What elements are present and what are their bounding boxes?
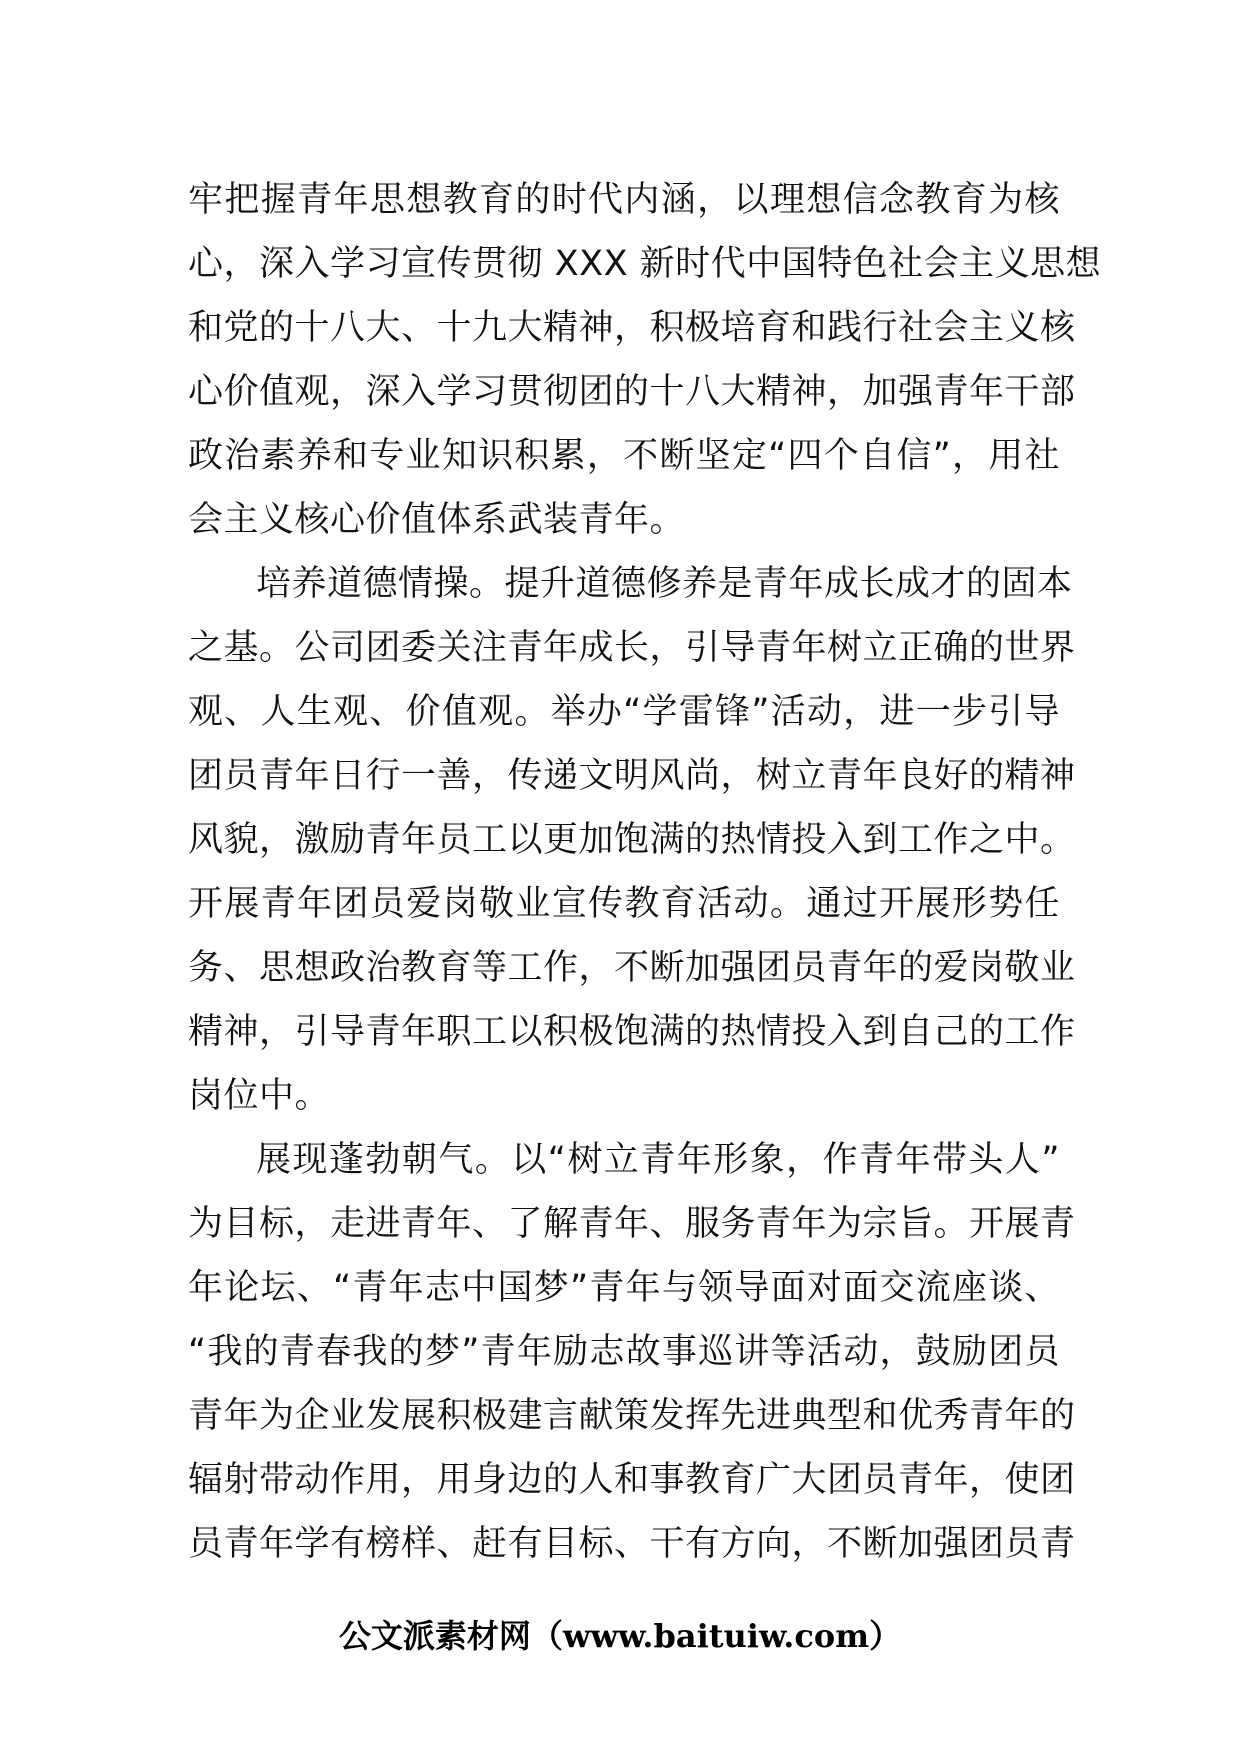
text-line: 风貌，激励青年员工以更加饱满的热情投入到工作之中。 — [188, 820, 1076, 860]
text-line: 和党的十八大、十九大精神，积极培育和践行社会主义核 — [188, 308, 1076, 348]
text-line: 心价值观，深入学习贯彻团的十八大精神，加强青年干部 — [188, 372, 1076, 412]
footer-watermark: 公文派素材网（www.baituiw.com） — [338, 1617, 902, 1655]
document-body — [188, 168, 1102, 1576]
text-line: 会主义核心价值体系武装青年。 — [188, 500, 686, 540]
text-line: 为目标，走进青年、了解青年、服务青年为宗旨。开展青 — [188, 1204, 1076, 1244]
text-line: 务、思想政治教育等工作，不断加强团员青年的爱岗敬业 — [188, 948, 1076, 988]
text-line: 年论坛、“青年志中国梦”青年与领导面对面交流座谈、 — [188, 1268, 1060, 1308]
paragraph-heading-line: 展现蓬勃朝气。以“树立青年形象，作青年带头人” — [256, 1140, 1060, 1180]
text-line: “我的青春我的梦”青年励志故事巡讲等活动，鼓励团员 — [188, 1332, 1060, 1372]
text-line: 辐射带动作用，用身边的人和事教育广大团员青年，使团 — [188, 1460, 1076, 1500]
text-line: 心，深入学习宣传贯彻 XXX 新时代中国特色社会主义思想 — [188, 244, 1102, 284]
text-line: 开展青年团员爱岗敬业宣传教育活动。通过开展形势任 — [188, 884, 1060, 924]
text-line: 岗位中。 — [188, 1076, 331, 1116]
text-line: 青年为企业发展积极建言献策发挥先进典型和优秀青年的 — [188, 1396, 1076, 1436]
text-line: 牢把握青年思想教育的时代内涵，以理想信念教育为核 — [188, 180, 1060, 220]
text-line: 政治素养和专业知识积累，不断坚定“四个自信”，用社 — [188, 436, 1060, 476]
text-line: 团员青年日行一善，传递文明风尚，树立青年良好的精神 — [188, 756, 1076, 796]
paragraph-heading-line: 培养道德情操。提升道德修养是青年成长成才的固本 — [256, 564, 1073, 604]
text-line: 之基。公司团委关注青年成长，引导青年树立正确的世界 — [188, 628, 1076, 668]
text-line: 精神，引导青年职工以积极饱满的热情投入到自己的工作 — [188, 1012, 1076, 1052]
text-line: 观、人生观、价值观。举办“学雷锋”活动，进一步引导 — [188, 692, 1060, 732]
text-line: 员青年学有榜样、赶有目标、干有方向，不断加强团员青 — [188, 1524, 1076, 1564]
